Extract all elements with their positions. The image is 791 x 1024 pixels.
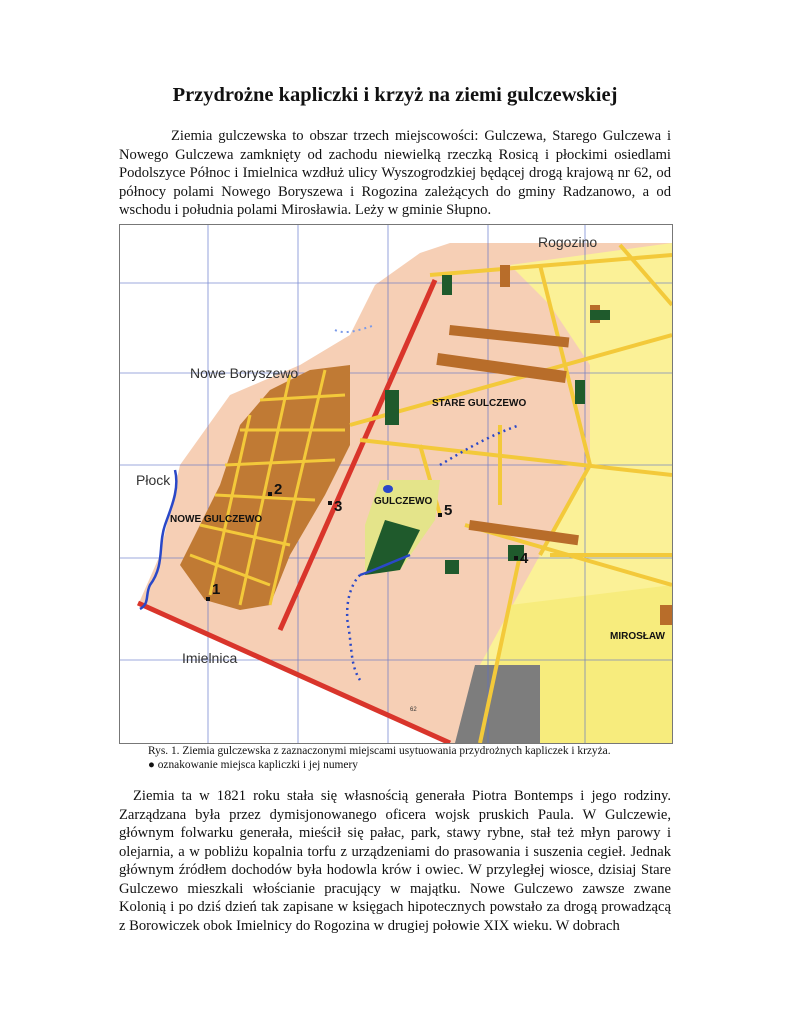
label-gulczewo: GULCZEWO xyxy=(374,496,433,507)
marker-2-label: 2 xyxy=(274,481,283,498)
label-nowe-boryszewo: Nowe Boryszewo xyxy=(190,365,299,381)
figure-legend: ● oznakowanie miejsca kapliczki i jej numery xyxy=(148,759,358,771)
forest-patch xyxy=(385,390,399,425)
marker-3-label: 3 xyxy=(334,498,343,515)
label-imielnica: Imielnica xyxy=(182,650,238,666)
label-road-62: 62 xyxy=(410,707,417,713)
label-plock: Płock xyxy=(136,472,171,488)
forest-patch xyxy=(575,380,585,404)
forest-patch xyxy=(590,310,610,320)
label-nowe-gulczewo: NOWE GULCZEWO xyxy=(170,514,263,525)
marker-4-label: 4 xyxy=(520,550,529,567)
figure-caption: Rys. 1. Ziemia gulczewska z zaznaczonymi miejscami usytuowania przydrożnych kapliczek i krzyża. xyxy=(148,745,611,757)
marker-1-label: 1 xyxy=(212,581,221,598)
building xyxy=(500,265,510,287)
body-paragraph: Ziemia ta w 1821 roku stała się własnością generała Piotra Bontemps i jego rodziny. Zarządzana była przez dymisjonowanego oficera wojsk pruskich Paula. W Gulczewie, głównym folwarku generała, mieścił się pałac, park, stawy rybne, stał też młyn parowy i olejarnia, a w pobliżu kopalnia torfu z urządzeniami do prasowania i suszenia cegieł. Jednak głównym źródłem dochodów była hodowla krów i owiec. W przyległej wiosce, dzisiaj Stare Gulczewo mieszkali włościanie pracujący w majątku. Nowe Gulczewo zawsze zwane Kolonią i po dziś dzień tak zapisane w księgach hipotecznych powstało za drogą prowadzącą z Borowiczek obok Imielnicy do Rogozina w drugiej połowie XIX wieku. W dobrach xyxy=(119,788,671,934)
building xyxy=(660,605,672,625)
label-rogozino: Rogozino xyxy=(538,234,598,250)
map-graphic xyxy=(120,225,672,743)
forest-patch xyxy=(445,560,459,574)
forest-patch xyxy=(442,275,452,295)
document-title: Przydrożne kapliczki i krzyż na ziemi gulczewskiej xyxy=(172,84,618,106)
label-miroslaw: MIROSŁAW xyxy=(610,631,665,642)
intro-paragraph: Ziemia gulczewska to obszar trzech miejscowości: Gulczewa, Starego Gulczewa i Nowego Gulczewa zamknięty od zachodu niewielką rzeczką Rosicą i płockimi osiedlami Podolszyce Północ i Imielnica wzdłuż ulicy Wyszogrodzkiej będącej drogą krajową nr 62, od północy polami Nowego Boryszewa i Rogozina zależących do gminy Radzanowo, a od wschodu i południa polami Mirosławia. Leży w gminie Słupno. xyxy=(119,128,671,218)
map-figure xyxy=(119,224,673,744)
label-stare-gulczewo: STARE GULCZEWO xyxy=(432,398,527,409)
pond xyxy=(383,485,393,493)
marker-5-label: 5 xyxy=(444,502,453,519)
